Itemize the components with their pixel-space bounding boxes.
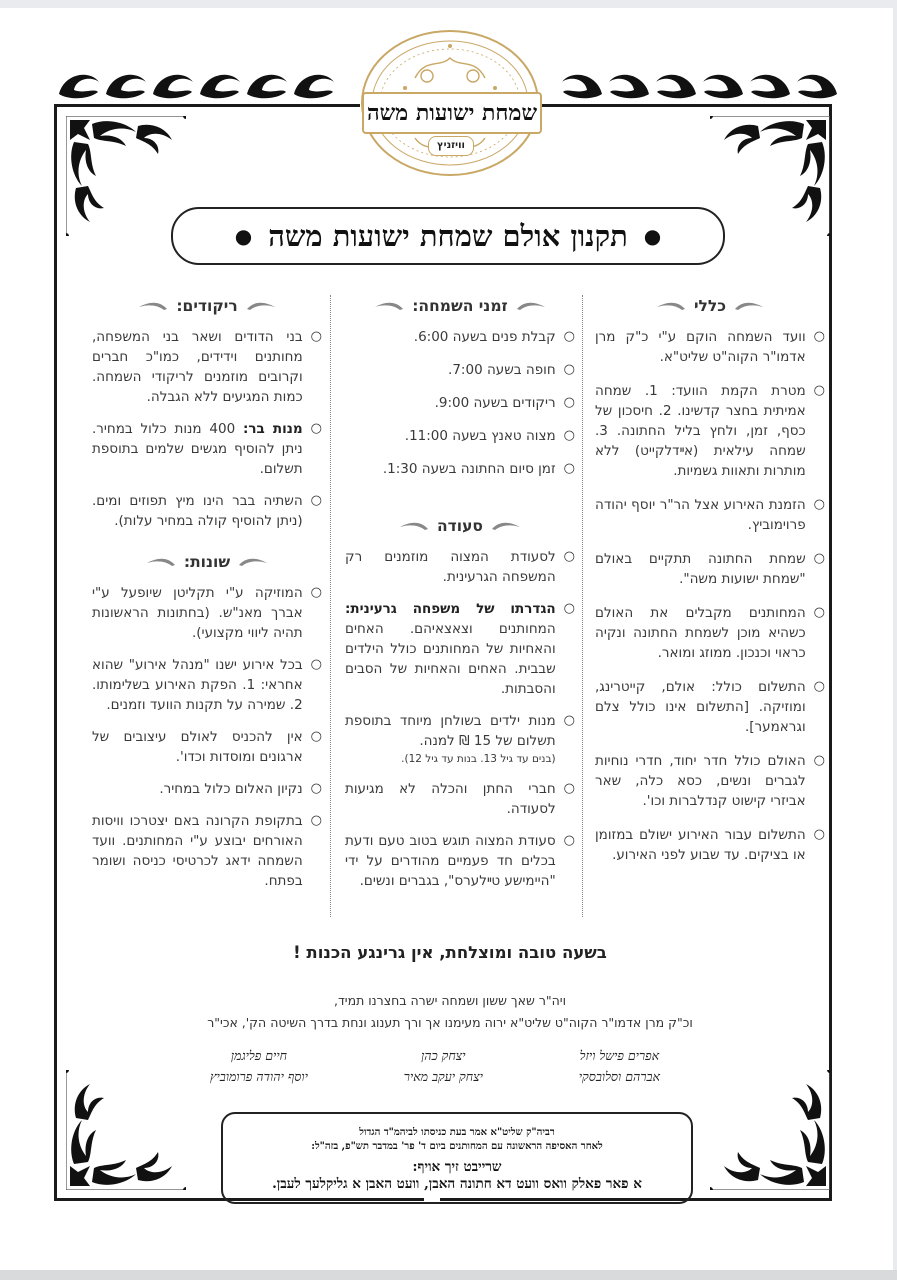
frame-right-line: [829, 104, 832, 1201]
bullet-dot-icon: ●: [234, 224, 253, 248]
list-item: ○ ריקודים בשעה 9:00.: [434, 395, 575, 411]
bullet-circle-icon: ○: [813, 679, 825, 694]
swash-icon: [374, 301, 404, 311]
bullet-circle-icon: ○: [563, 329, 575, 344]
swash-icon: [656, 301, 686, 311]
list-item: ○ נקיון האלום כלול במחיר.: [159, 781, 322, 797]
corner-ornament-icon: [66, 116, 186, 236]
bullet-circle-icon: ○: [310, 329, 322, 344]
bullet-circle-icon: ○: [563, 713, 575, 728]
section-heading: זמני השמחה:: [345, 295, 575, 317]
bullet-circle-icon: ○: [310, 421, 322, 436]
bullet-circle-icon: ○: [813, 329, 825, 344]
bullet-circle-icon: ○: [813, 753, 825, 768]
section-heading: כללי: [595, 295, 825, 317]
column-divider: [330, 295, 331, 917]
prayer-text: ויה"ר שאך ששון ושמחה ישרה בחצרנו תמיד, וכ"ק מרן אדמו"ר הקוה"ט שליט"א ירוה מעימנו אך ורך תענוג ונחת בדרך השיטה הק', אכי"ר: [207, 993, 693, 1030]
swash-icon: [491, 521, 521, 531]
swash-icon: [246, 301, 276, 311]
list-item: ○ האולם כולל חדר יחוד, חדרי נוחיות לגברים ונשים, כסא כלה, שאר אביזרי קישוט קנדלברות וכו'.: [595, 753, 825, 809]
list-item: ○ זמן סיום החתונה בשעה 1:30.: [382, 461, 575, 477]
frame-top-line-right: [540, 104, 832, 107]
quote-box: רביה"ק שליט"א אמר בעת כניסתו לביהמ"ד הגדול לאחר האסיפה הראשונה עם המחותנים ביום ד' פר' במדבר תש"פ, בזה"ל: שרייבט זיך אויף: א פאר פאלק וואס וועט דא חתונה האבן, וועט האבן א גליקלעך לעבן.: [221, 1112, 693, 1204]
corner-ornament-icon: [710, 1070, 830, 1190]
page-title: [171, 207, 725, 265]
signature-group: יצחק כהן יצחק יעקב מאיר: [403, 1048, 483, 1084]
bullet-circle-icon: ○: [310, 493, 322, 508]
bullet-circle-icon: ○: [310, 657, 322, 672]
list-item: ○ בתקופת הקרונה באם יצטרכו וויסות האורחים יבוצע ע"י המחותנים. וועד השמחה ידאג לכרטיסי כניסה ושומר בפתח.: [92, 813, 322, 889]
signature-group: חיים פליגמן יוסף יהודה פרומוביץ: [210, 1048, 308, 1084]
section-dancing: [92, 295, 322, 903]
swash-icon: [516, 301, 546, 311]
list-item: ○ קבלת פנים בשעה 6:00.: [413, 329, 575, 345]
section-times: [345, 295, 575, 903]
list-item: ○ התשלום עבור האירוע ישולם במזומן או בציקים. עד שבוע לפני האירוע.: [595, 827, 825, 863]
section-heading-meal: סעודה: [345, 515, 575, 537]
bullet-circle-icon: ○: [813, 551, 825, 566]
list-item: ○ המחותנים מקבלים את האולם כשהיא מוכן לשמחת החתונה ונקיה כראוי וכנכון. ממוזג ומואר.: [595, 605, 825, 661]
bullet-circle-icon: ○: [563, 395, 575, 410]
page-title-text: תקנון אולם שמחת ישועות משה: [268, 218, 628, 253]
bullet-circle-icon: ○: [563, 601, 575, 616]
list-item: ○ המוזיקה ע"י תקליטן שיופעל ע"י אברך מאנ"ש. (בחתונות הראשונות תהיה ליווי מקצועי).: [92, 585, 322, 641]
bullet-circle-icon: ○: [813, 383, 825, 398]
list-item: ○ הגדרתו של משפחה גרעינית: המחותנים וצאצאיהם. האחים והאחיות של המחותנים כולל הילדים שבבית. האחים והאחיות של הסבים והסבתות.: [345, 601, 575, 697]
list-item: ○ מנות ילדים בשולחן מיוחד בתוספת תשלום של 15 ₪ למנה. (בנים עד גיל 13. בנות עד גיל 12).: [345, 713, 575, 765]
section-heading-misc: שונות:: [92, 551, 322, 573]
swash-icon: [146, 557, 176, 567]
column-divider: [582, 295, 583, 917]
list-item: ○ סעודת המצוה תוגש בטוב טעם ודעת בכלים חד פעמיים מהודרים על ידי "היימישע טײלערס", בגברים ונשים.: [345, 833, 575, 889]
list-item: ○ התשלום כולל: אולם, קייטרינג, ומוזיקה. [התשלום אינו כולל צלם וגראמער].: [595, 679, 825, 735]
list-item: ○ השתיה בבר הינו מיץ תפוזים ומים. (ניתן להוסיף קולה במחיר עלות).: [92, 493, 322, 529]
swash-icon: [138, 301, 168, 311]
list-item: ○ מנות בר: 400 מנות כלול במחיר. ניתן להוסיף מגשים שלמים בתוספת תשלום.: [92, 421, 322, 477]
ornament-wave-icon: [54, 64, 344, 102]
list-item: ○ אין להכניס לאולם עיצובים של ארגונים ומוסדות וכדו'.: [92, 729, 322, 765]
list-item: ○ מטרת הקמת הוועד: 1. שמחה אמיתית בחצר קדשינו. 2. חיסכון של כסף, זמן, ולחץ בליל החתונה. 3. שמחה עילאית (אײדלקייט) ללא מותרות ותאוות גשמיות.: [595, 383, 825, 479]
frame-top-line-left: [54, 104, 360, 107]
bullet-circle-icon: ○: [563, 461, 575, 476]
list-item: ○ חופה בשעה 7:00.: [448, 362, 575, 378]
bullet-circle-icon: ○: [563, 549, 575, 564]
viewer-bottom-bar: [0, 1270, 897, 1280]
signature-group: אפרים פישל ויזל אברהם וסלובסקי: [578, 1048, 660, 1084]
logo-subtitle: וויזניץ: [428, 136, 474, 156]
swash-icon: [399, 521, 429, 531]
bullet-circle-icon: ○: [813, 497, 825, 512]
section-general: [595, 295, 825, 879]
list-item: ○ חברי החתן והכלה לא מגיעות לסעודה.: [345, 781, 575, 817]
bullet-circle-icon: ○: [813, 827, 825, 842]
bullet-circle-icon: ○: [563, 428, 575, 443]
swash-icon: [734, 301, 764, 311]
bullet-circle-icon: ○: [813, 605, 825, 620]
bullet-circle-icon: ○: [563, 781, 575, 796]
list-item: ○ מצוה טאנץ בשעה 11:00.: [404, 428, 575, 444]
list-item: ○ לסעודת המצוה מוזמנים רק המשפחה הגרעינית.: [345, 549, 575, 585]
corner-ornament-icon: [66, 1070, 186, 1190]
swash-icon: [238, 557, 268, 567]
section-heading: ריקודים:: [92, 295, 322, 317]
bullet-dot-icon: ●: [643, 224, 662, 248]
bullet-circle-icon: ○: [310, 813, 322, 828]
bullet-circle-icon: ○: [310, 585, 322, 600]
blessing-line: בשעה טובה ומוצלחת, אין גרינגע הכנות !: [293, 943, 607, 962]
corner-ornament-icon: [710, 116, 830, 236]
bullet-circle-icon: ○: [310, 781, 322, 796]
logo-name: שמחת ישועות משה: [362, 92, 542, 134]
list-item: ○ בני הדודים ושאר בני המשפחה, מחותנים וידידים, כמו"כ חברים וקרובים מוזמנים לריקודי השמחה. כמות המגיעים ללא הגבלה.: [92, 329, 322, 405]
list-item: ○ הזמנת האירוע אצל הר"ר יוסף יהודה פרוימוביץ.: [595, 497, 825, 533]
list-item: ○ וועד השמחה הוקם ע"י כ"ק מרן אדמו"ר הקוה"ט שליט"א.: [595, 329, 825, 365]
frame-left-line: [54, 104, 57, 1201]
ornament-wave-icon: [552, 64, 842, 102]
bullet-circle-icon: ○: [563, 362, 575, 377]
list-item: ○ בכל אירוע ישנו "מנהל אירוע" שהוא אחראי: 1. הפקת האירוע בשלימותו. 2. שמירה על תקנות הוועד וזמנים.: [92, 657, 322, 713]
bullet-circle-icon: ○: [563, 833, 575, 848]
list-item: ○ שמחת החתונה תתקיים באולם "שמחת ישועות משה".: [595, 551, 825, 587]
bullet-circle-icon: ○: [310, 729, 322, 744]
signatures: [210, 1045, 660, 1087]
